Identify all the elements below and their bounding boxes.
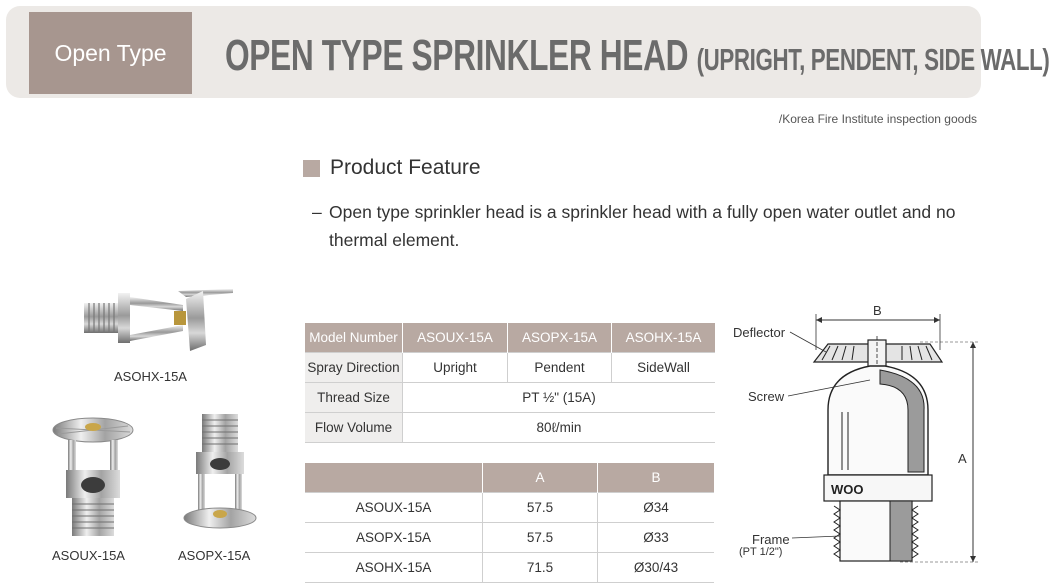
table-cell: Ø30/43 [598,553,715,583]
drawing-label-deflector: Deflector [733,325,786,340]
table-row [305,553,714,583]
feature-heading-text: Product Feature [330,156,481,179]
table-cell: 57.5 [483,523,598,553]
table-cell: 80ℓ/min [403,413,716,443]
table-cell: Upright [403,353,508,383]
upright-sprinkler-image [48,410,138,540]
drawing-label-frame-sub: (PT 1/2") [739,546,783,558]
table-cell: 71.5 [483,553,598,583]
table-row [305,353,715,383]
table-cell: 57.5 [483,493,598,523]
square-bullet-icon [303,160,320,177]
table-header-row [305,463,714,493]
table-header [305,463,483,493]
page-title [225,30,1049,82]
product-label-asoux: ASOUX-15A [52,548,125,563]
spec-table [305,323,715,443]
table-row-label: Spray Direction [305,353,403,383]
table-cell: ASOHX-15A [305,553,483,583]
table-row [305,523,714,553]
drawing-brand-text: WOO [831,482,864,497]
type-badge: Open Type [29,12,192,94]
feature-heading [303,156,481,180]
feature-text [312,198,980,254]
table-cell: Ø33 [598,523,715,553]
table-row [305,413,715,443]
table-header: ASOUX-15A [403,323,508,353]
page-title-sub: (UPRIGHT, PENDENT, SIDE WALL) [696,42,1049,77]
table-cell: PT ½" (15A) [403,383,716,413]
table-header: ASOPX-15A [508,323,612,353]
product-label-asopx: ASOPX-15A [178,548,251,563]
table-header: ASOHX-15A [612,323,716,353]
table-cell: Pendent [508,353,612,383]
pendent-sprinkler-image [180,410,260,535]
table-cell: ASOPX-15A [305,523,483,553]
drawing-dimension-a: A [958,451,967,466]
page-title-main: OPEN TYPE SPRINKLER HEAD [225,31,689,80]
table-header: B [598,463,715,493]
feature-description: Open type sprinkler head is a sprinkler head with a fully open water outlet and no thermal element. [329,202,956,250]
dash-bullet: – [312,202,322,222]
table-cell: SideWall [612,353,716,383]
sidewall-sprinkler-image [78,285,238,355]
table-cell: Ø34 [598,493,715,523]
drawing-dimension-b: B [873,303,882,318]
table-cell: ASOUX-15A [305,493,483,523]
table-row [305,383,715,413]
product-label-asohx: ASOHX-15A [114,369,187,384]
table-header: Model Number [305,323,403,353]
table-header-row [305,323,715,353]
table-row-label: Flow Volume [305,413,403,443]
inspection-note: /Korea Fire Institute inspection goods [778,112,977,126]
table-header: A [483,463,598,493]
drawing-label-screw: Screw [748,389,785,404]
table-row-label: Thread Size [305,383,403,413]
drawing-label-frame: Frame [752,532,790,547]
dimension-table [305,463,714,583]
table-row [305,493,714,523]
